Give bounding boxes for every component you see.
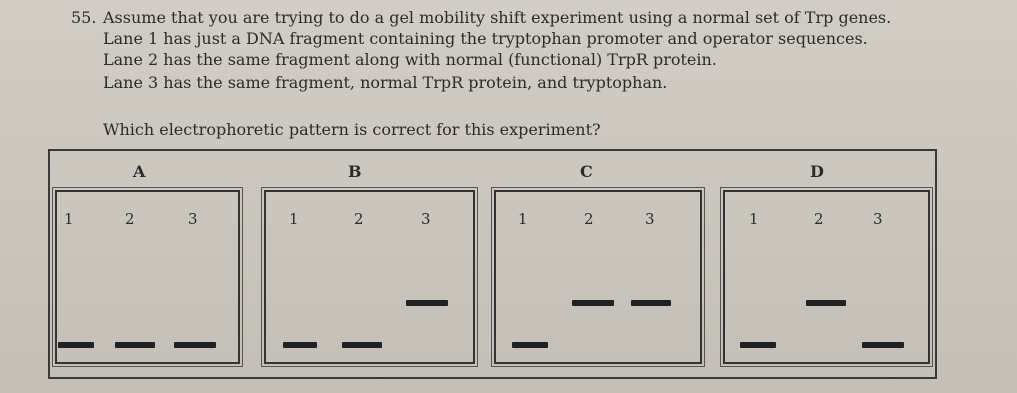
pattern-d-lane-2-band — [806, 300, 846, 306]
pattern-a-lane-2-label: 2 — [125, 210, 135, 228]
pattern-c-lane-2-band — [572, 300, 614, 306]
pattern-a-gel — [55, 190, 240, 364]
pattern-b-lane-1-band — [283, 342, 317, 348]
pattern-a-lane-1-label: 1 — [64, 210, 74, 228]
pattern-a-lane-3-band — [174, 342, 216, 348]
pattern-b-lane-2-band — [342, 342, 382, 348]
pattern-d-lane-3-band — [862, 342, 904, 348]
pattern-c-lane-3-band — [631, 300, 671, 306]
question-line-3: Lane 2 has the same fragment along with normal (functional) TrpR protein. — [103, 50, 717, 69]
question-prompt: Which electrophoretic pattern is correct for this experiment? — [103, 120, 601, 139]
pattern-c-lane-1-label: 1 — [518, 210, 528, 228]
pattern-b-lane-1-label: 1 — [289, 210, 299, 228]
pattern-d-label: D — [810, 162, 824, 181]
pattern-b-lane-3-label: 3 — [421, 210, 431, 228]
pattern-b-lane-3-band — [406, 300, 448, 306]
question-line-2: Lane 1 has just a DNA fragment containing the tryptophan promoter and operator sequences. — [103, 29, 868, 48]
pattern-c-lane-2-label: 2 — [584, 210, 594, 228]
pattern-b-lane-2-label: 2 — [354, 210, 364, 228]
pattern-d-lane-2-label: 2 — [814, 210, 824, 228]
pattern-c-lane-3-label: 3 — [645, 210, 655, 228]
question-line-1: Assume that you are trying to do a gel mobility shift experiment using a normal set of Trp genes. — [103, 8, 892, 27]
pattern-c-label: C — [580, 162, 593, 181]
question-line-4: Lane 3 has the same fragment, normal TrpR protein, and tryptophan. — [103, 73, 668, 92]
pattern-a-label: A — [133, 162, 146, 181]
pattern-b-label: B — [348, 162, 362, 181]
pattern-d-lane-1-label: 1 — [749, 210, 759, 228]
pattern-d-lane-3-label: 3 — [873, 210, 883, 228]
pattern-a-lane-2-band — [115, 342, 155, 348]
pattern-a-lane-1-band — [58, 342, 94, 348]
pattern-c-lane-1-band — [512, 342, 548, 348]
pattern-a-lane-3-label: 3 — [188, 210, 198, 228]
question-number: 55. — [71, 8, 97, 27]
pattern-d-lane-1-band — [740, 342, 776, 348]
